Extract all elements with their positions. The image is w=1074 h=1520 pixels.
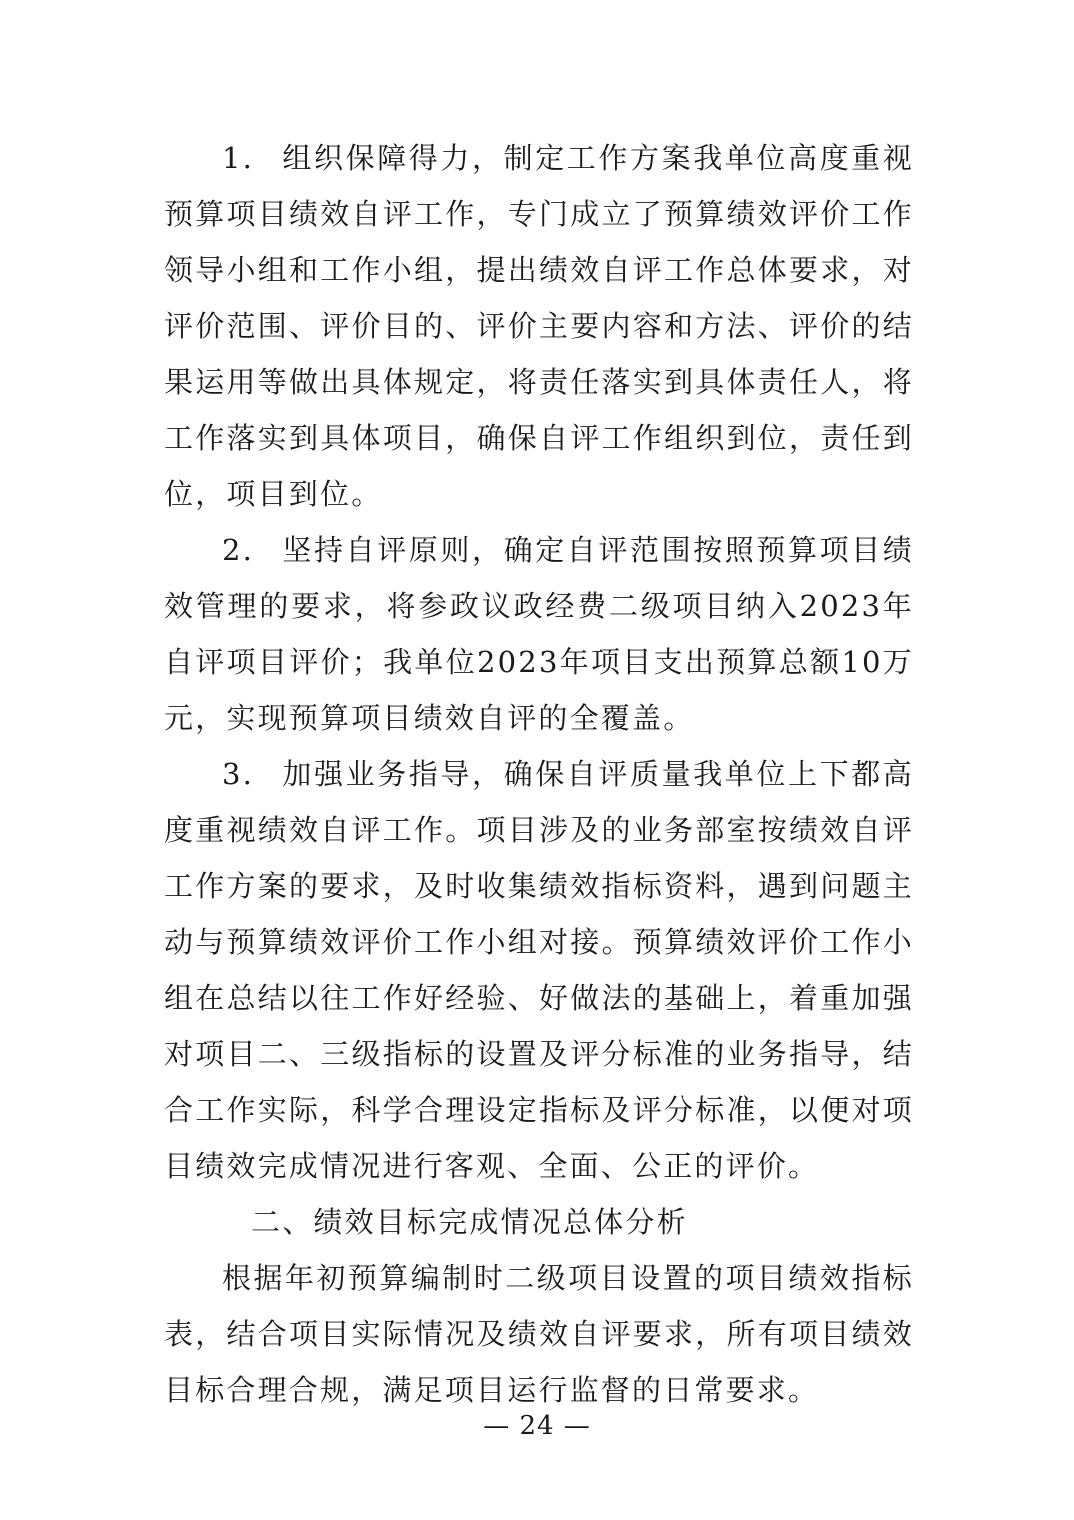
- paragraph-1: [164, 130, 914, 522]
- paragraph-2-text: 坚持自评原则，确定自评范围按照预算项目绩效管理的要求，将参政议政经费二级项目纳入2023年自评项目评价；我单位2023年项目支出预算总额10万元，实现预算项目绩效自评的全覆盖。: [164, 533, 914, 735]
- section-heading: 二、绩效目标完成情况总体分析: [251, 1205, 688, 1239]
- closing-paragraph: 根据年初预算编制时二级项目设置的项目绩效指标表，结合项目实际情况及绩效自评要求，所有项目绩效目标合理合规，满足项目运行监督的日常要求。: [164, 1261, 914, 1407]
- paragraph-2-number: 2.: [222, 533, 255, 567]
- document-body: [164, 130, 914, 1418]
- paragraph-2: [164, 522, 914, 746]
- page-number: — 24 —: [483, 1411, 591, 1441]
- paragraph-1-text: 组织保障得力，制定工作方案我单位高度重视预算项目绩效自评工作，专门成立了预算绩效评价工作领导小组和工作小组，提出绩效自评工作总体要求，对评价范围、评价目的、评价主要内容和方法、评价的结果运用等做出具体规定，将责任落实到具体责任人，将工作落实到具体项目，确保自评工作组织到位，责任到位，项目到位。: [164, 141, 914, 511]
- paragraph-3-text: 加强业务指导，确保自评质量我单位上下都高度重视绩效自评工作。项目涉及的业务部室按绩效自评工作方案的要求，及时收集绩效指标资料，遇到问题主动与预算绩效评价工作小组对接。预算绩效评价工作小组在总结以往工作好经验、好做法的基础上，着重加强对项目二、三级指标的设置及评分标准的业务指导，结合工作实际，科学合理设定指标及评分标准，以便对项目绩效完成情况进行客观、全面、公正的评价。: [164, 757, 914, 1183]
- paragraph-3-number: 3.: [222, 757, 255, 791]
- paragraph-1-number: 1.: [222, 141, 255, 175]
- paragraph-3: [164, 746, 914, 1194]
